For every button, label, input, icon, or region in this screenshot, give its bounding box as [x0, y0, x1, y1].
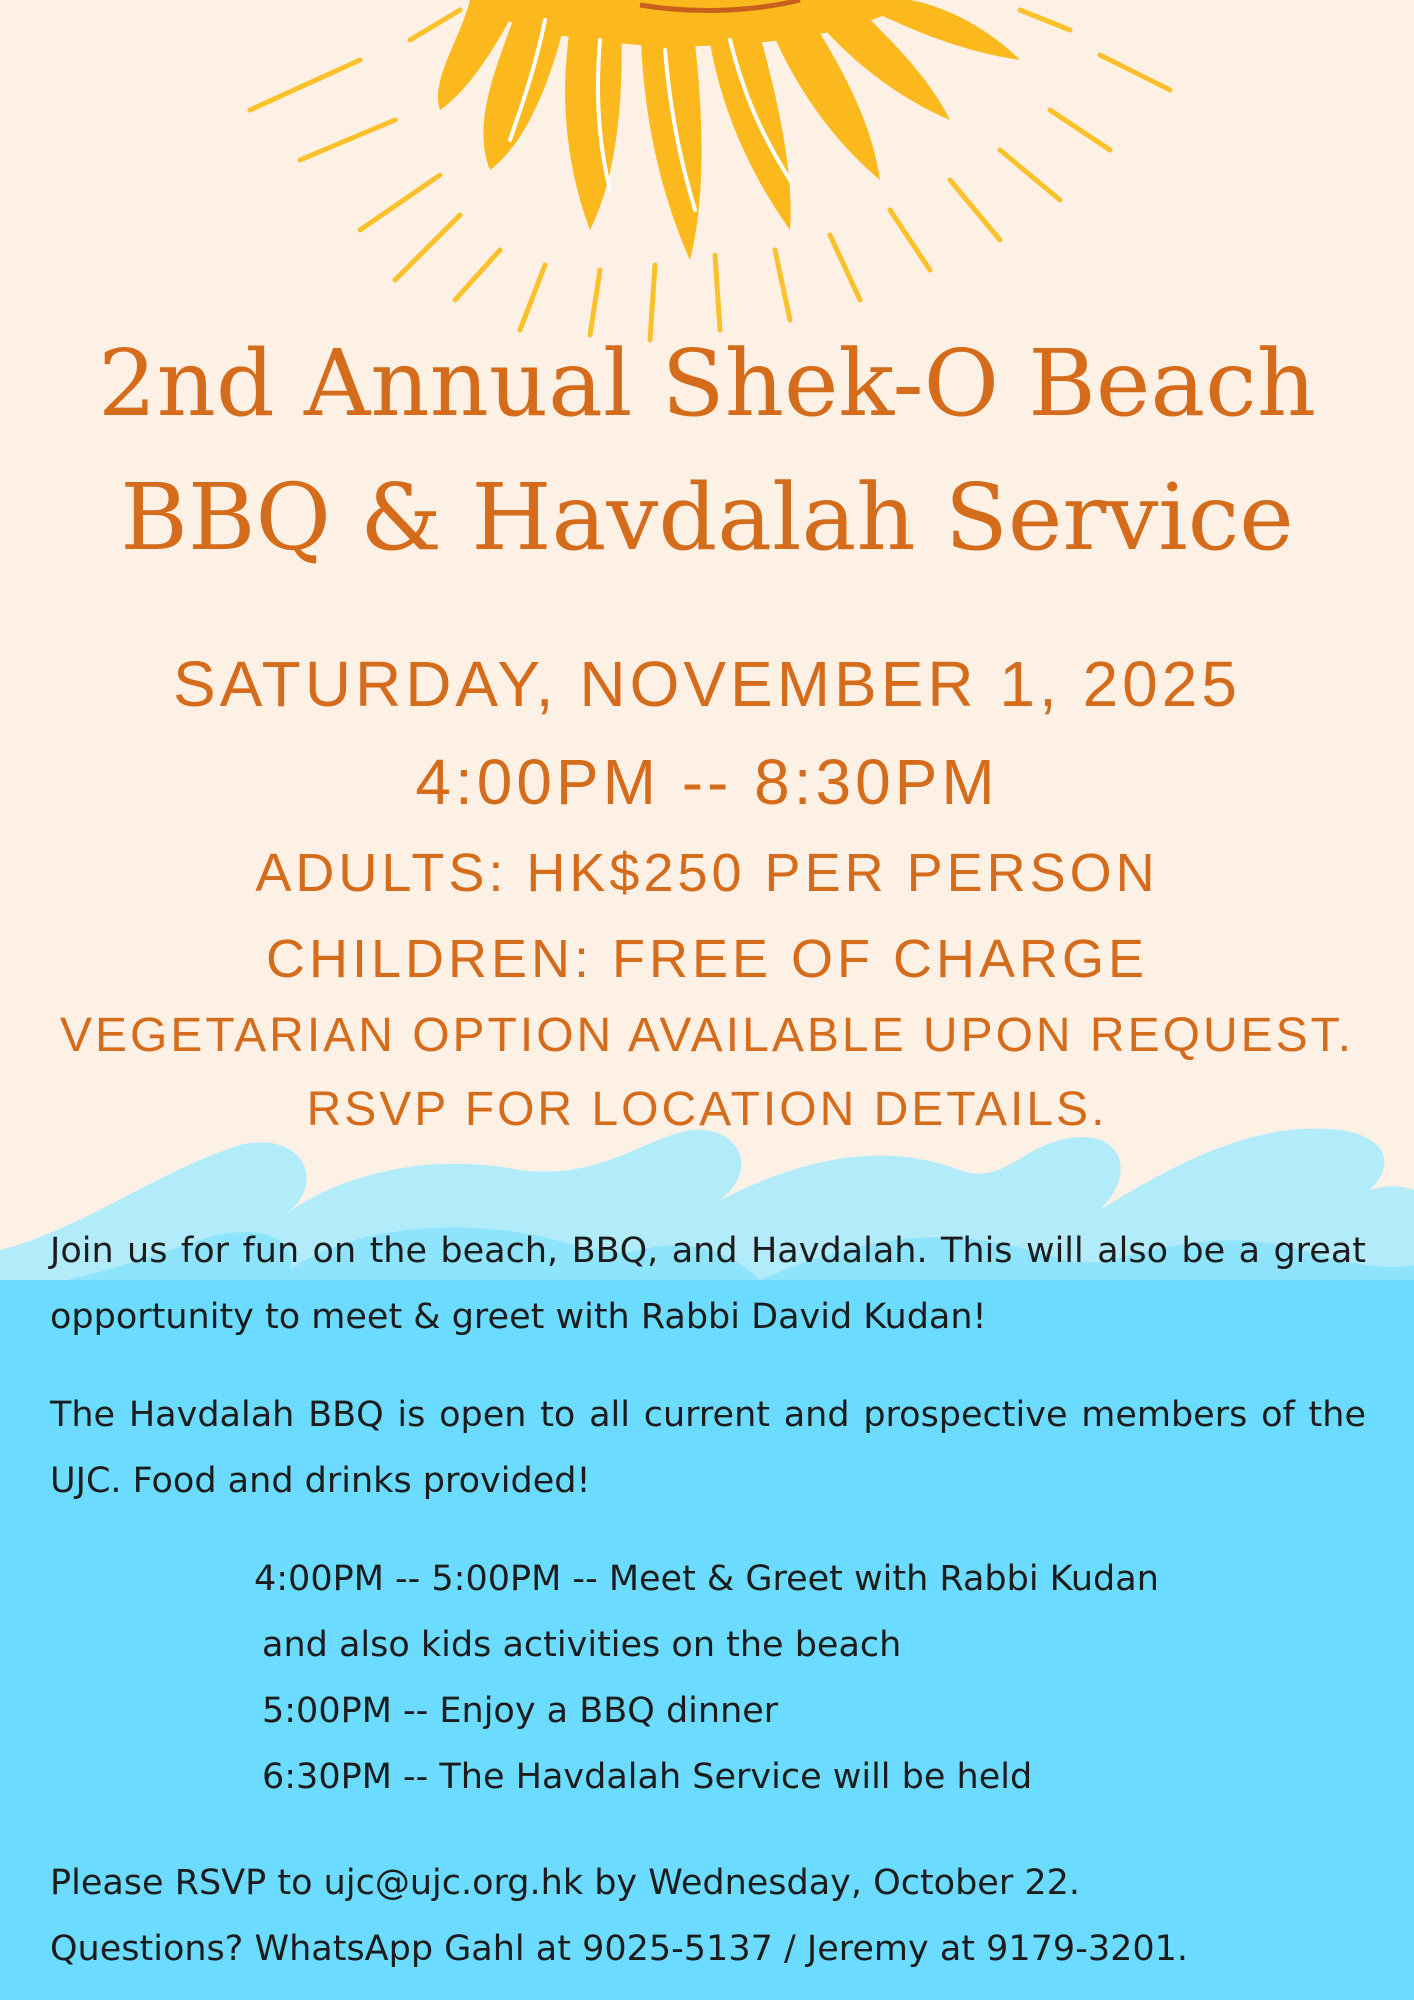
sun-icon — [0, 0, 1414, 360]
schedule-item: 4:00PM -- 5:00PM -- Meet & Greet with Rabbi Kudan — [254, 1559, 1159, 1599]
questions-line: Questions? WhatsApp Gahl at 9025-5137 / Jeremy at 9179-3201. — [50, 1929, 1189, 1969]
rsvp-contact-paragraph — [50, 1850, 1366, 1982]
rsvp-line: Please RSVP to ujc@ujc.org.hk by Wednesday, October 22. — [50, 1863, 1081, 1903]
schedule-item: and also kids activities on the beach — [262, 1625, 902, 1665]
schedule-list — [254, 1546, 1364, 1810]
schedule-item: 6:30PM -- The Havdalah Service will be held — [262, 1757, 1033, 1797]
children-price: CHILDREN: FREE OF CHARGE — [265, 929, 1149, 989]
rsvp-location-note: RSVP FOR LOCATION DETAILS. — [306, 1083, 1108, 1136]
intro-paragraph: Join us for fun on the beach, BBQ, and Havdalah. This will also be a great opportunity to meet & greet with Rabbi David Kudan! — [50, 1231, 1366, 1337]
event-date: SATURDAY, NOVEMBER 1, 2025 — [173, 648, 1241, 720]
event-title-line1: 2nd Annual Shek-O Beach — [98, 330, 1316, 437]
event-title-line2: BBQ & Havdalah Service — [120, 464, 1294, 571]
open-to-paragraph: The Havdalah BBQ is open to all current and prospective members of the UJC. Food and drinks provided! — [50, 1395, 1366, 1501]
schedule-item: 5:00PM -- Enjoy a BBQ dinner — [262, 1691, 779, 1731]
event-time: 4:00PM -- 8:30PM — [415, 746, 999, 818]
adult-price: ADULTS: HK$250 PER PERSON — [255, 843, 1159, 903]
vegetarian-note: VEGETARIAN OPTION AVAILABLE UPON REQUEST. — [60, 1009, 1354, 1062]
